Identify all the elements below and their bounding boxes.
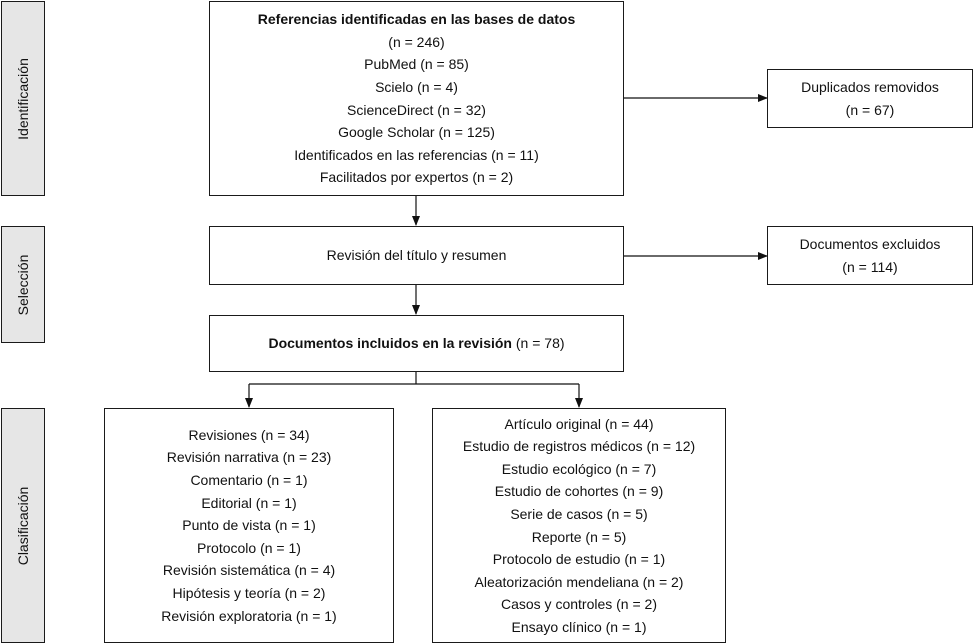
originals-study-protocol: Protocolo de estudio (n = 1) xyxy=(492,551,666,568)
duplicates-label: Duplicados removidos xyxy=(801,78,939,95)
originals-mendelian: Aleatorización mendeliana (n = 2) xyxy=(474,573,684,590)
reviews-hypothesis: Hipótesis y teoría (n = 2) xyxy=(172,584,326,601)
identified-total: (n = 246) xyxy=(388,33,445,50)
screening-box xyxy=(209,226,624,285)
identified-experts: Facilitados por expertos (n = 2) xyxy=(319,169,514,186)
originals-total: Artículo original (n = 44) xyxy=(504,415,654,432)
reviews-total: Revisiones (n = 34) xyxy=(188,426,310,443)
reviews-protocol: Protocolo (n = 1) xyxy=(197,539,301,556)
reviews-scoping: Revisión exploratoria (n = 1) xyxy=(161,607,337,624)
excluded-box xyxy=(767,226,973,285)
excluded-count: (n = 114) xyxy=(842,258,898,275)
originals-case-control: Casos y controles (n = 2) xyxy=(500,596,657,613)
phase-selection-label: Selección xyxy=(15,254,31,315)
duplicates-count: (n = 67) xyxy=(845,101,895,118)
included-box xyxy=(209,315,624,372)
reviews-editorial: Editorial (n = 1) xyxy=(201,494,297,511)
reviews-viewpoint: Punto de vista (n = 1) xyxy=(182,517,316,534)
screening-label: Revisión del título y resumen xyxy=(326,247,507,264)
identified-records-title: Referencias identificadas en las bases de datos xyxy=(257,11,576,28)
originals-report: Reporte (n = 5) xyxy=(531,528,627,545)
included-title: Documentos incluidos en la revisión xyxy=(268,335,512,352)
included-text xyxy=(268,332,564,355)
identified-sciencedirect: ScienceDirect (n = 32) xyxy=(347,101,486,118)
phase-identification-label: Identificación xyxy=(15,57,31,140)
originals-cohort: Estudio de cohortes (n = 9) xyxy=(494,483,664,500)
identified-scielo: Scielo (n = 4) xyxy=(375,78,458,95)
reviews-commentary: Comentario (n = 1) xyxy=(190,472,308,489)
duplicates-box xyxy=(767,69,973,128)
originals-ecological: Estudio ecológico (n = 7) xyxy=(501,460,657,477)
originals-clinical-trial: Ensayo clínico (n = 1) xyxy=(511,618,647,635)
reviews-box xyxy=(104,408,394,643)
originals-medical-records: Estudio de registros médicos (n = 12) xyxy=(462,438,696,455)
identified-google-scholar: Google Scholar (n = 125) xyxy=(338,124,495,141)
excluded-label: Documentos excluidos xyxy=(799,235,941,252)
reviews-narrative: Revisión narrativa (n = 23) xyxy=(166,449,332,466)
identified-records-box xyxy=(209,1,624,196)
identified-references: Identificados en las referencias (n = 11) xyxy=(294,146,539,163)
originals-case-series: Serie de casos (n = 5) xyxy=(510,505,648,522)
phase-classification-label: Clasificación xyxy=(15,486,31,565)
reviews-systematic: Revisión sistemática (n = 4) xyxy=(162,562,336,579)
originals-box xyxy=(432,408,726,643)
included-count: (n = 78) xyxy=(511,335,565,352)
identified-pubmed: PubMed (n = 85) xyxy=(364,56,469,73)
